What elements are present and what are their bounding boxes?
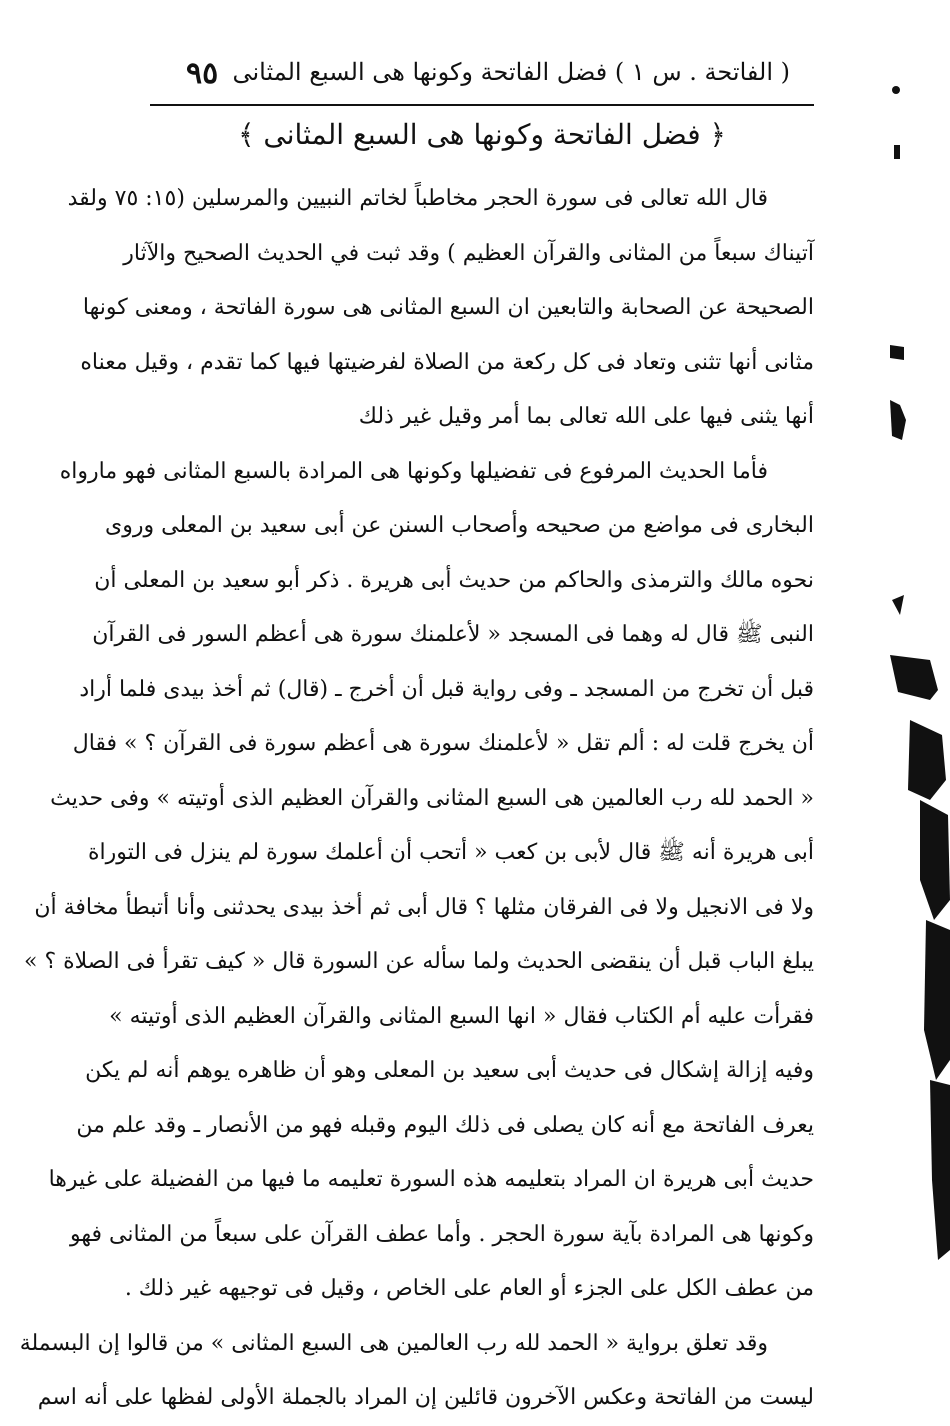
text-line: البخارى فى مواضع من صحيحه وأصحاب السنن عن أبى سعيد بن المعلى وروى [105, 513, 814, 538]
page-number: ٩٥ [186, 56, 219, 91]
text-line: النبى ﷺ قال له وهما فى المسجد « لأعلمنك سورة هى أعظم السور فى القرآن [92, 622, 814, 647]
text-line: الصحيحة عن الصحابة والتابعين ان السبع المثانى هى سورة الفاتحة ، ومعنى كونها [82, 295, 814, 320]
text-line: مثانى أنها تثنى وتعاد فى كل ركعة من الصلاة لفرضيتها فيها كما تقدم ، وقيل معناه [80, 349, 814, 375]
text-line: أن يخرج قلت له : ألم تقل « لأعلمنك سورة هى أعظم سورة فى القرآن ؟ » فقال [72, 731, 814, 756]
header-rule [150, 104, 814, 106]
text-line: ولا فى الانجيل ولا فى الفرقان مثلها ؟ قال أبى ثم أخذ بيدى يحدثنى وأنا أتبطأ مخافة أن [34, 894, 814, 920]
text-line: قال الله تعالى فى سورة الحجر مخاطباً لخاتم النبيين والمرسلين (١٥: ٧٥ ولقد [67, 186, 768, 211]
text-line: يبلغ الباب قبل أن ينقضى الحديث ولما سأله عن السورة قال « كيف تقرأ فى الصلاة ؟ » [24, 949, 814, 974]
text-line: يعرف الفاتحة مع أنه كان يصلى فى ذلك اليوم وقبله فهو من الأنصار ـ وقد علم من [76, 1112, 814, 1138]
text-line: حديث أبى هريرة ان المراد بتعليمه هذه السورة تعليمه ما فيها من الفضيلة على غيرها [48, 1167, 814, 1192]
section-title: ﴿ فضل الفاتحة وكونها هى السبع المثانى ﴾ [238, 118, 726, 151]
text-line: وكونها هى المرادة بآية سورة الحجر . وأما عطف القرآن على سبعاً من المثانى فهو [70, 1221, 814, 1247]
text-line: نحوه مالك والترمذى والحاكم من حديث أبى هريرة . ذكر أبو سعيد بن المعلى أن [94, 567, 814, 593]
running-head: ( الفاتحة . س ١ ) فضل الفاتحة وكونها هى السبع المثانى [232, 58, 790, 86]
page-header [150, 52, 810, 100]
text-line: فقرأت عليه أم الكتاب فقال « انها السبع المثانى والقرآن العظيم الذى أوتيته » [109, 1003, 814, 1029]
text-line: من عطف الكل على الجزء أو العام على الخاص ، وقيل فى توجيهه غير ذلك . [124, 1276, 814, 1301]
text-line: وفيه إزالة إشكال فى حديث أبى سعيد بن المعلى وهو أن ظاهره يوهم أنه لم يكن [85, 1058, 814, 1083]
scan-edge-artifacts [890, 0, 950, 1318]
text-line: أبى هريرة أنه ﷺ قال لأبى بن كعب « أتحب أن أعلمك سورة لم ينزل فى التوراة [87, 840, 814, 865]
text-line: فأما الحديث المرفوع فى تفضيلها وكونها هى المرادة بالسبع المثانى فهو مارواه [59, 458, 768, 484]
text-line: أنها يثنى فيها على الله تعالى بما أمر وقيل غير ذلك [358, 404, 814, 429]
text-line: قبل أن تخرج من المسجد ـ وفى رواية قبل أن أخرج ـ (قال) ثم أخذ بيدى فلما أراد [79, 676, 814, 702]
text-line: « الحمد لله رب العالمين هى السبع المثانى والقرآن العظيم الذى أوتيته » وفى حديث [50, 785, 814, 811]
text-line: وقد تعلق برواية « الحمد لله رب العالمين هى السبع المثانى » من قالوا إن البسملة [19, 1330, 768, 1356]
body-text [19, 172, 814, 1426]
text-line: ليست من الفاتحة وعكس الآخرون قائلين إن المراد بالجملة الأولى لفظها على أنه اسم [37, 1385, 814, 1410]
text-line: آتيناك سبعاً من المثانى والقرآن العظيم ) وقد ثبت في الحديث الصحيح والآثار [123, 240, 814, 266]
